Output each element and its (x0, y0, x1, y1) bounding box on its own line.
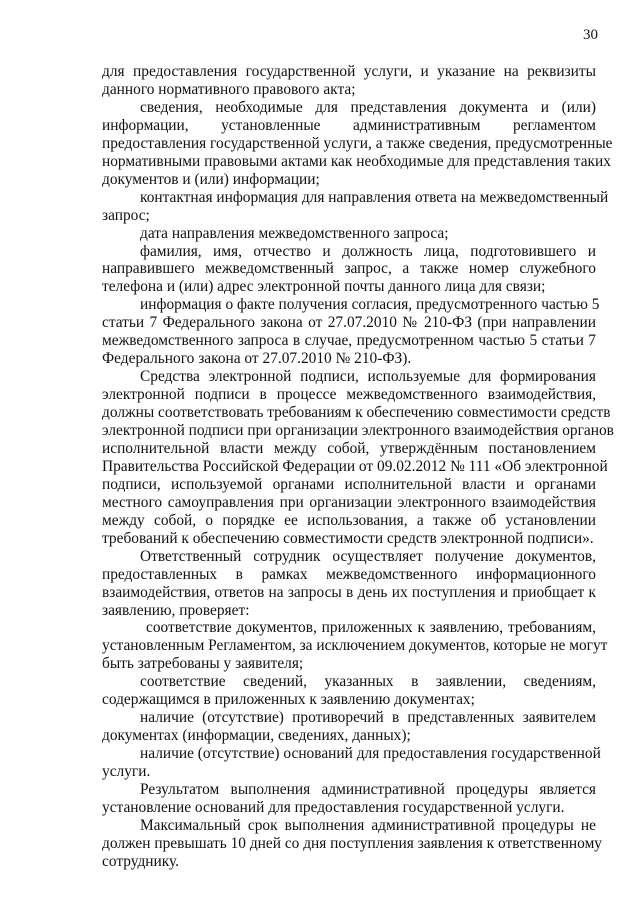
text-line: между собой, о порядке ее использования, а также об установлении (102, 511, 596, 529)
text-line: Максимальный срок выполнения административной процедуры не (140, 816, 596, 834)
text-line: наличие (отсутствие) оснований для предоставления государственной (140, 745, 601, 763)
text-line: услуги. (102, 763, 151, 781)
text-line: взаимодействия, ответов на запросы в день их поступления и приобщает к (102, 583, 596, 601)
text-line: предоставления государственной услуги, а также сведения, предусмотренные (102, 134, 613, 152)
text-line: Ответственный сотрудник осуществляет получение документов, (140, 547, 596, 565)
text-line: подписи, используемой органами исполнительной власти и органами (102, 475, 596, 493)
text-line: исполнительной власти между собой, утверждённым постановлением (102, 439, 596, 457)
text-line: установление оснований для предоставления государственной услуги. (102, 798, 565, 816)
text-line: запрос; (102, 206, 150, 224)
text-line: документах (информации, сведениях, данных); (102, 727, 411, 745)
text-line: Средства электронной подписи, используемые для формирования (140, 368, 596, 386)
text-line: межведомственного запроса в случае, предусмотренном частью 5 статьи 7 (102, 332, 596, 350)
text-line: контактная информация для направления ответа на межведомственный (140, 188, 609, 206)
text-line: установленным Регламентом, за исключением документов, которые не могут (102, 637, 608, 655)
text-line: местного самоуправления при организации электронного взаимодействия (102, 493, 596, 511)
text-line: электронной подписи в процессе межведомственного взаимодействия, (102, 386, 596, 404)
text-line: сведения, необходимые для представления документа и (или) (140, 98, 596, 116)
text-line: соответствие документов, приложенных к заявлению, требованиям, (146, 619, 596, 637)
text-line: статьи 7 Федерального закона от 27.07.2010 № 210-ФЗ (при направлении (102, 314, 596, 332)
text-line: сотруднику. (102, 852, 180, 870)
text-line: дата направления межведомственного запроса; (140, 224, 449, 242)
text-line: заявлению, проверяет: (102, 601, 250, 619)
text-line: быть затребованы у заявителя; (102, 655, 304, 673)
text-line: направившего межведомственный запрос, а также номер служебного (102, 260, 596, 278)
text-line: требований к обеспечению совместимости средств электронной подписи». (102, 529, 594, 547)
text-line: для предоставления государственной услуги, и указание на реквизиты (102, 63, 596, 80)
text-line: информация о факте получения согласия, предусмотренного частью 5 (140, 296, 600, 314)
text-line: документов и (или) информации; (102, 170, 320, 188)
text-line: Результатом выполнения административной процедуры является (140, 781, 596, 798)
text-line: информации, установленные административным регламентом (102, 116, 596, 134)
text-line: Федерального закона от 27.07.2010 № 210-ФЗ). (102, 350, 412, 368)
text-line: предоставленных в рамках межведомственного информационного (102, 565, 596, 583)
text-line: должны соответствовать требованиям к обеспечению совместимости средств (102, 404, 611, 422)
text-line: электронной подписи при организации электронного взаимодействия органов (102, 422, 614, 439)
text-line: соответствие сведений, указанных в заявлении, сведениям, (140, 673, 596, 691)
text-line: содержащимся в приложенных к заявлению документах; (102, 691, 475, 709)
text-line: телефона и (или) адрес электронной почты данного лица для связи; (102, 278, 546, 296)
text-line: наличие (отсутствие) противоречий в представленных заявителем (140, 709, 596, 727)
page-number: 30 (583, 27, 598, 43)
text-line: Правительства Российской Федерации от 09.02.2012 № 111 «Об электронной (102, 457, 608, 475)
text-line: фамилия, имя, отчество и должность лица, подготовившего и (140, 242, 596, 260)
text-line: данного нормативного правового акта; (102, 80, 356, 98)
text-line: нормативными правовыми актами как необходимые для представления таких (102, 152, 611, 170)
text-line: должен превышать 10 дней со дня поступления заявления к ответственному (102, 834, 602, 852)
